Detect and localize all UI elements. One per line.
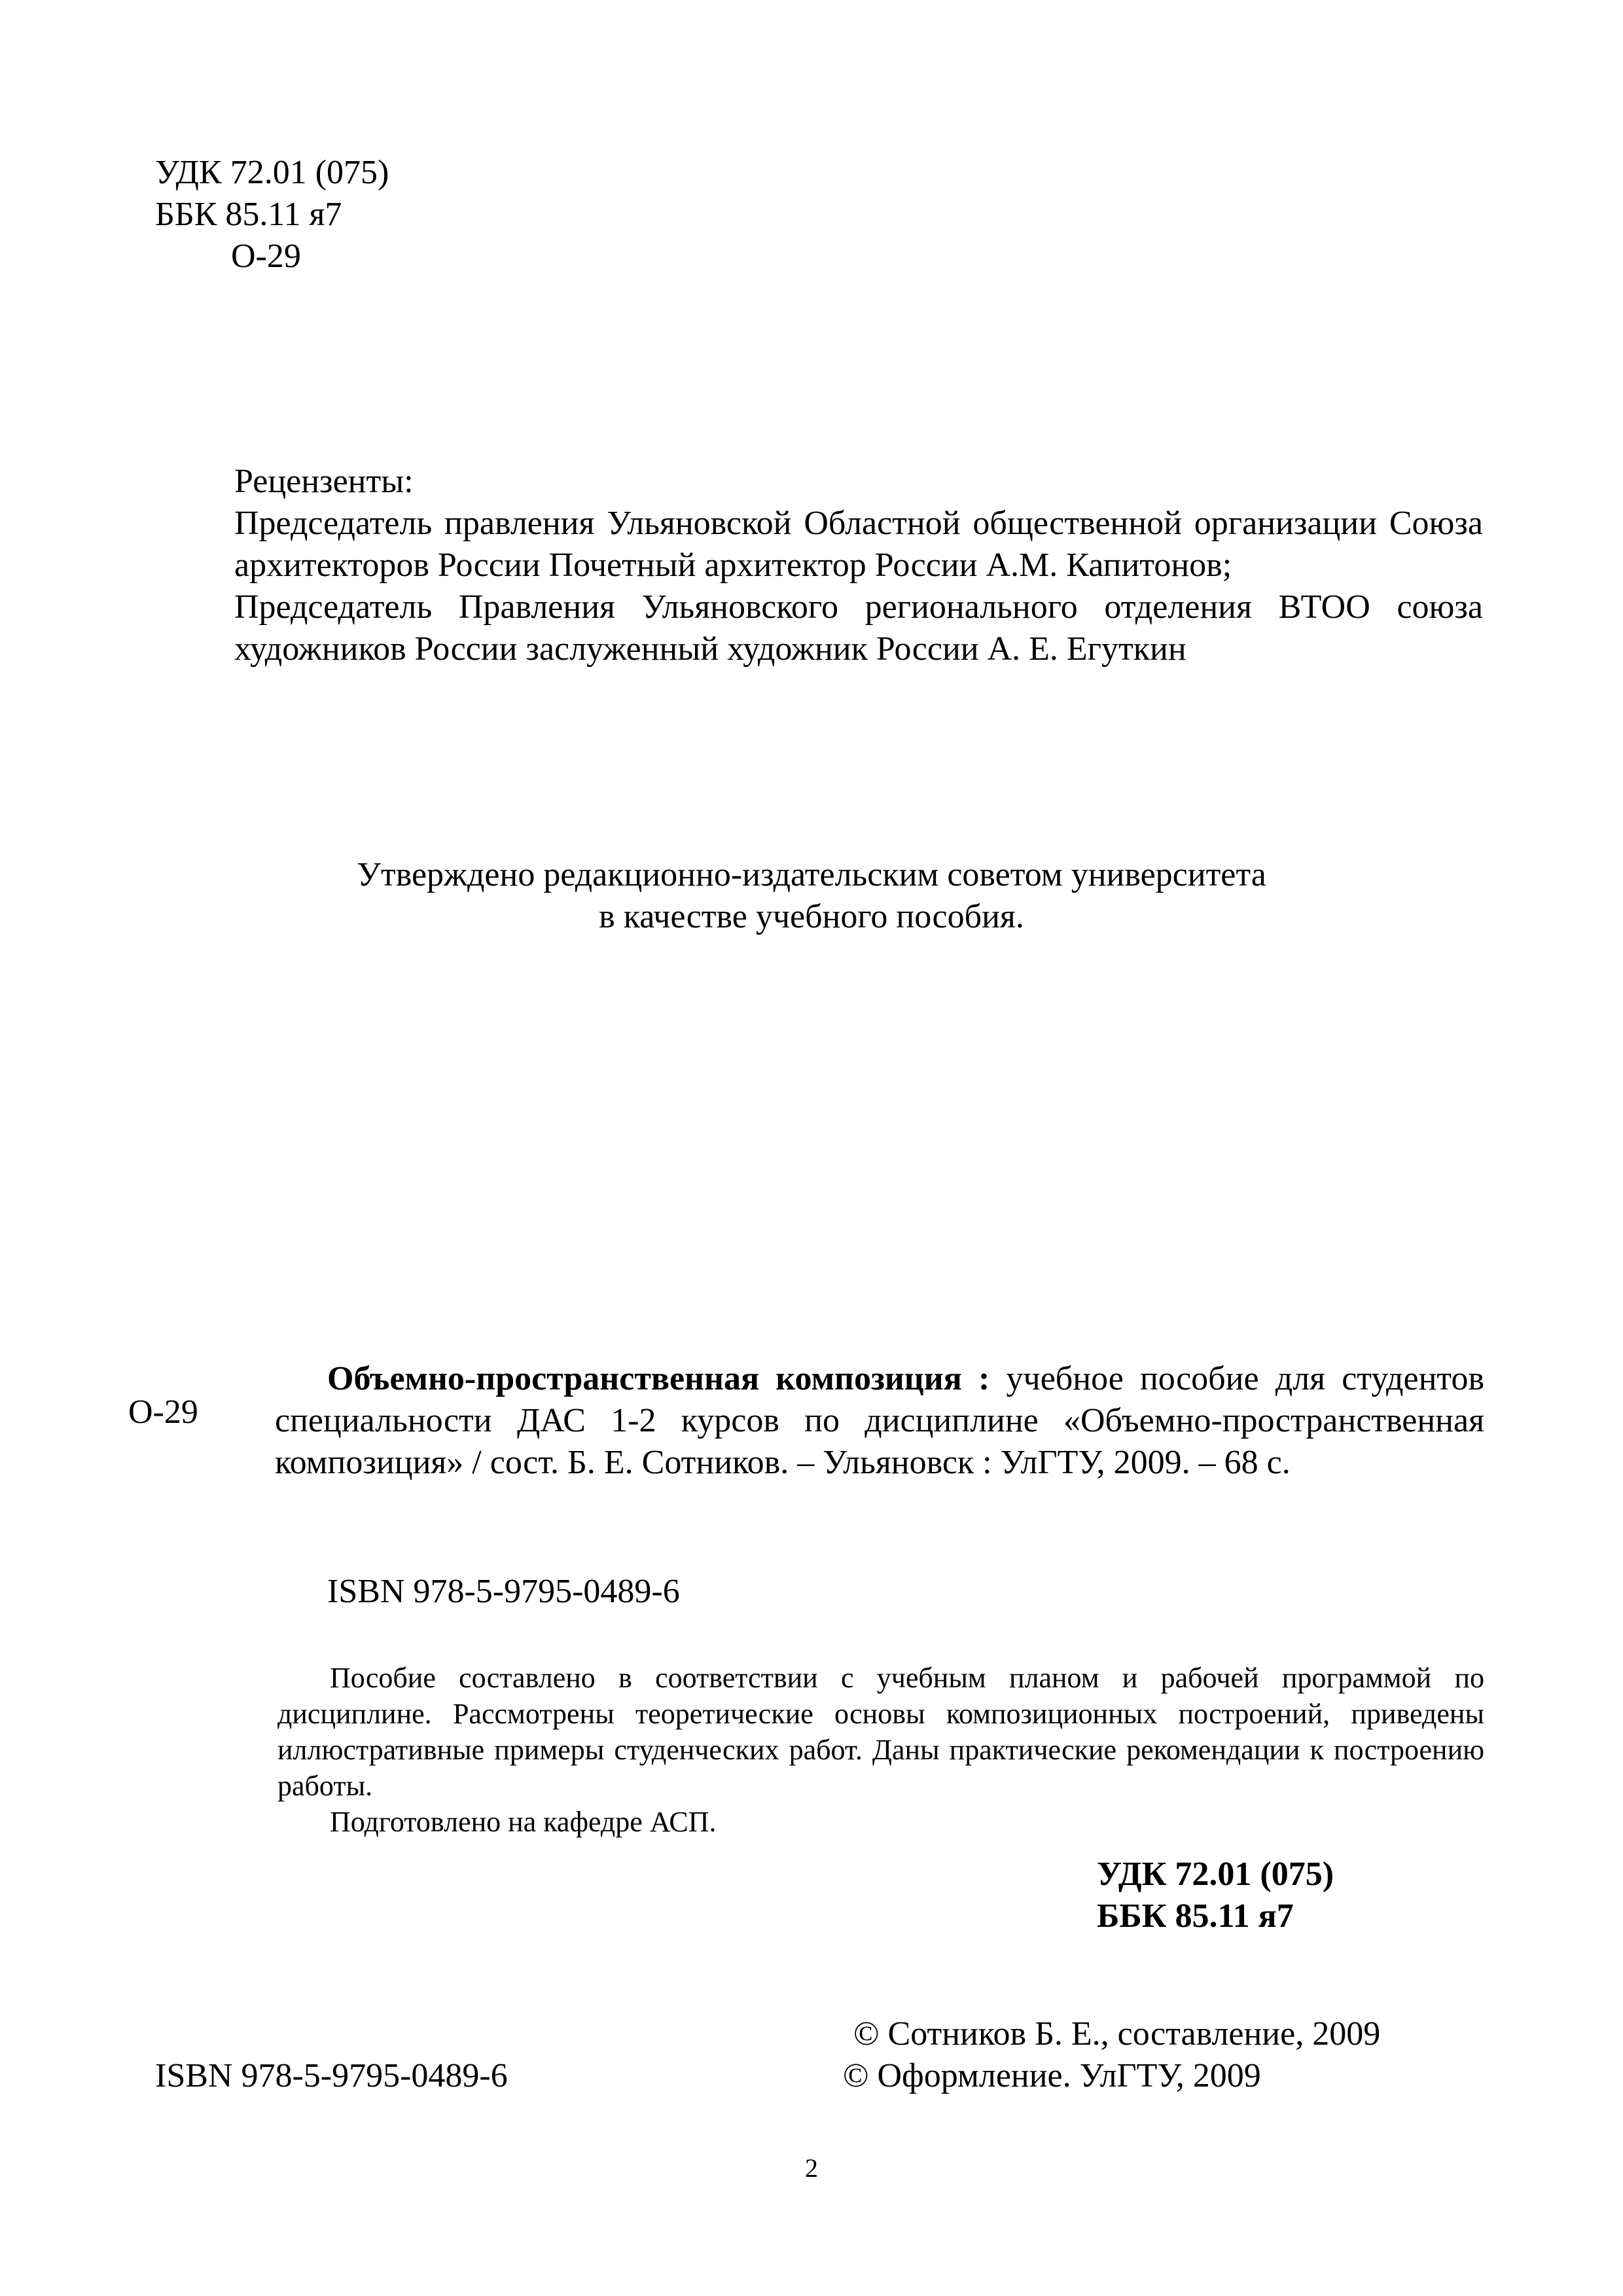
- abstract: [277, 1660, 1484, 1840]
- bibliographic-record: [275, 1358, 1484, 1484]
- classification-codes: [1097, 1854, 1334, 1937]
- classification-bbk: ББК 85.11 я7: [1097, 1897, 1294, 1935]
- bbk-code: ББК 85.11 я7: [155, 196, 342, 233]
- header-codes: [155, 152, 389, 278]
- copyright-line-2: © Оформление. УлГТУ, 2009: [843, 2057, 1261, 2094]
- record-author-sign: О-29: [128, 1393, 198, 1431]
- copyright-block: [843, 2013, 1380, 2097]
- reviewers-section: [234, 461, 1483, 670]
- record-isbn: ISBN 978-5-9795-0489-6: [327, 1573, 680, 1610]
- approval-line-2: в качестве учебного пособия.: [599, 898, 1024, 935]
- book-description: учебное пособие для студентов специальности ДАС 1-2 курсов по дисциплине «Объемно-пространственная композиция» / сост. Б. Е. Сотников. – Ульяновск : УлГТУ, 2009. – 68 с.: [275, 1360, 1485, 1481]
- abstract-prepared: Подготовлено на кафедре АСП.: [330, 1806, 717, 1838]
- abstract-text: Пособие составлено в соответствии с учебным планом и рабочей программой по дисциплине. Рассмотрены теоретические основы композиционных построений, приведены иллюстративные примеры студенческих работ. Даны практические рекомендации к построению работы.: [277, 1662, 1484, 1802]
- classification-udk: УДК 72.01 (075): [1097, 1856, 1334, 1893]
- author-sign: О-29: [231, 238, 301, 275]
- reviewer-2: Председатель Правления Ульяновского регионального отделения ВТОО союза художников России заслуженный художник России А. Е. Егуткин: [234, 588, 1483, 668]
- udk-code: УДК 72.01 (075): [155, 154, 389, 191]
- reviewers-title: Рецензенты:: [234, 463, 414, 500]
- reviewer-1: Председатель правления Ульяновской Областной общественной организации Союза архитекторов России Почетный архитектор России А.М. Капитонов;: [234, 505, 1483, 584]
- page-number: 2: [805, 2153, 818, 2183]
- book-title: Объемно-пространственная композиция :: [327, 1360, 990, 1397]
- footer-isbn: ISBN 978-5-9795-0489-6: [155, 2057, 508, 2094]
- approval-note: [0, 854, 1623, 938]
- approval-line-1: Утверждено редакционно-издательским советом университета: [357, 856, 1266, 893]
- record-text: [275, 1358, 1484, 1484]
- copyright-line-1: © Сотников Б. Е., составление, 2009: [853, 2015, 1381, 2053]
